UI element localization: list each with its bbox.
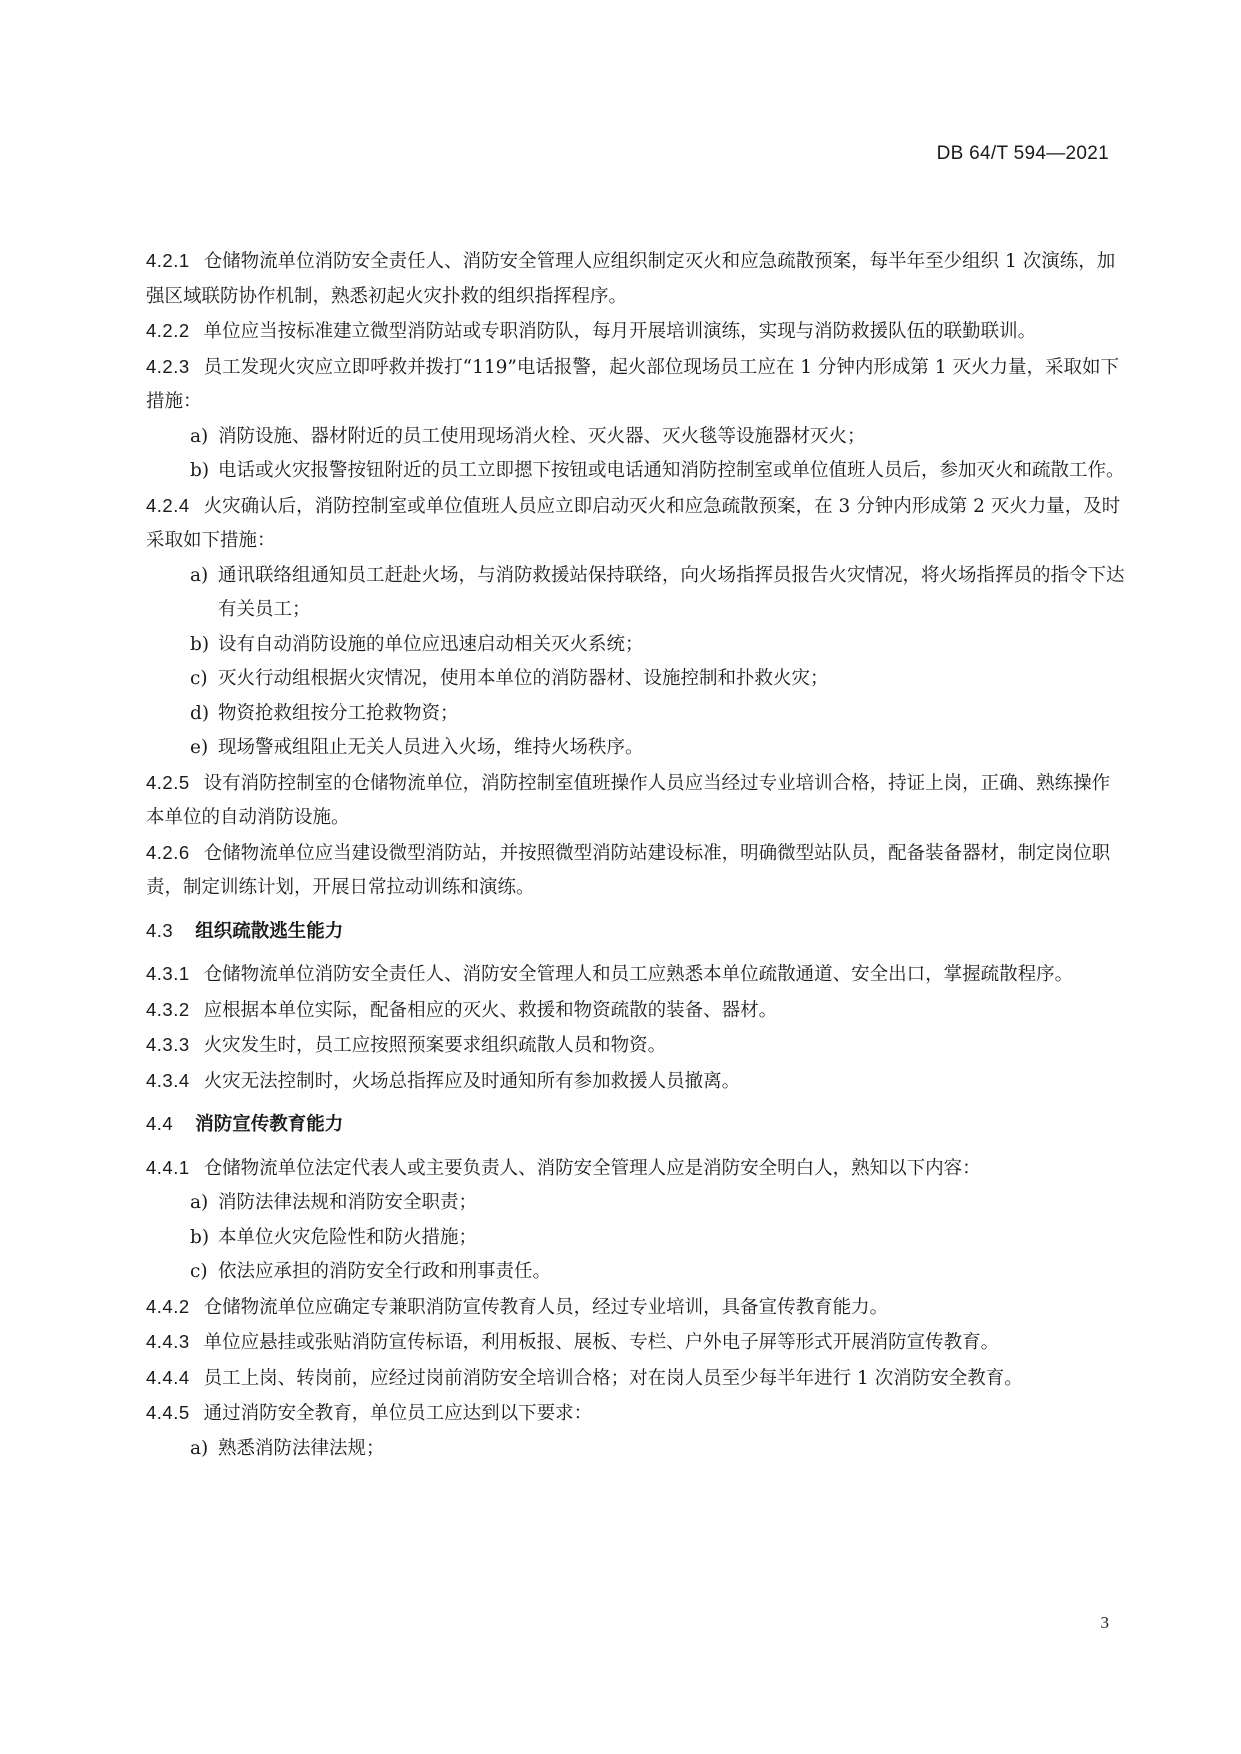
clause-number: 4.2.2 — [146, 320, 190, 341]
list-item — [146, 1255, 1126, 1290]
list-item-label: a) — [190, 564, 209, 586]
clause-number: 4.2.1 — [146, 250, 190, 271]
page-number: 3 — [1100, 1613, 1109, 1632]
list-item-text: 通讯联络组通知员工赶赴火场，与消防救援站保持联络，向火场指挥员报告火灾情况，将火场指挥员的指令下达有关员工； — [218, 564, 1125, 620]
clause-number: 4.3.1 — [146, 963, 190, 984]
section-number: 4.3 — [146, 919, 174, 941]
clause-text: 单位应当按标准建立微型消防站或专职消防队，每月开展培训演练，实现与消防救援队伍的联勤联训。 — [203, 321, 1037, 342]
clause-number: 4.2.3 — [146, 355, 190, 377]
list-item — [146, 420, 1126, 455]
clause-4-2-5 — [146, 766, 1126, 836]
list-item-label: a) — [190, 1437, 209, 1459]
clause-text: 员工上岗、转岗前，应经过岗前消防安全培训合格；对在岗人员至少每半年进行 1 次消防安全教育。 — [203, 1367, 1023, 1389]
list-item-text: 本单位火灾危险性和防火措施； — [218, 1226, 478, 1248]
clause-number: 4.4.2 — [146, 1295, 190, 1317]
document-body — [146, 244, 1126, 1466]
list-item — [146, 1432, 1126, 1467]
list-item-text: 灭火行动组根据火灾情况，使用本单位的消防器材、设施控制和扑救火灾； — [218, 668, 829, 689]
clause-text: 员工发现火灾应立即呼救并拨打“119”电话报警，起火部位现场员工应在 1 分钟内形成第 1 灭火力量，采取如下措施： — [146, 356, 1119, 412]
clause-4-2-2 — [146, 314, 1126, 350]
list-item-text: 设有自动消防设施的单位应迅速启动相关灭火系统； — [218, 633, 644, 655]
clause-text: 火灾确认后，消防控制室或单位值班人员应立即启动灭火和应急疏散预案，在 3 分钟内形成第 2 灭火力量，及时采取如下措施： — [146, 495, 1121, 551]
clause-text: 仓储物流单位消防安全责任人、消防安全管理人和员工应熟悉本单位疏散通道、安全出口，掌握疏散程序。 — [203, 964, 1074, 985]
section-title: 组织疏散逃生能力 — [195, 920, 344, 942]
standard-code-header: DB 64/T 594—2021 — [936, 143, 1109, 164]
list-item-text: 消防设施、器材附近的员工使用现场消火栓、灭火器、灭火毯等设施器材灭火； — [218, 425, 866, 447]
list-item — [146, 628, 1126, 663]
clause-text: 仓储物流单位消防安全责任人、消防安全管理人应组织制定灭火和应急疏散预案，每半年至少组织 1 次演练，加强区域联防协作机制，熟悉初起火灾扑救的组织指挥程序。 — [146, 251, 1116, 307]
list-item-label: b) — [190, 1226, 210, 1248]
clause-number: 4.4.4 — [146, 1366, 190, 1388]
clause-4-3-1 — [146, 957, 1126, 993]
list-item — [146, 731, 1126, 766]
clause-number: 4.4.1 — [146, 1156, 190, 1178]
list-item-label: b) — [190, 633, 210, 655]
list-item — [146, 697, 1126, 732]
clause-4-2-6 — [146, 836, 1126, 906]
clause-number: 4.4.3 — [146, 1331, 190, 1352]
list-item-label: a) — [190, 425, 209, 447]
clause-text: 通过消防安全教育，单位员工应达到以下要求： — [203, 1403, 593, 1424]
clause-text: 应根据本单位实际，配备相应的灭火、救援和物资疏散的装备、器材。 — [203, 999, 778, 1021]
list-item-text: 电话或火灾报警按钮附近的员工立即摁下按钮或电话通知消防控制室或单位值班人员后，参加灭火和疏散工作。 — [218, 460, 1125, 481]
clause-number: 4.2.5 — [146, 771, 190, 793]
section-heading-4-4 — [146, 1107, 1126, 1143]
list-item-text: 物资抢救组按分工抢救物资； — [218, 702, 459, 724]
list-item-label: d) — [190, 702, 210, 724]
list-item-label: c) — [190, 668, 208, 689]
clause-number: 4.2.6 — [146, 841, 190, 863]
list-item — [146, 662, 1126, 697]
list-item-text: 消防法律法规和消防安全职责； — [218, 1192, 478, 1213]
list-item-label: b) — [190, 460, 210, 481]
clause-4-2-3 — [146, 350, 1126, 420]
clause-text: 仓储物流单位应当建设微型消防站，并按照微型消防站建设标准，明确微型站队员，配备装备器材，制定岗位职责，制定训练计划，开展日常拉动训练和演练。 — [146, 842, 1111, 898]
clause-4-3-3 — [146, 1028, 1126, 1064]
clause-text: 仓储物流单位法定代表人或主要负责人、消防安全管理人应是消防安全明白人，熟知以下内容： — [203, 1157, 981, 1179]
clause-text: 火灾无法控制时，火场总指挥应及时通知所有参加救援人员撤离。 — [203, 1070, 741, 1092]
clause-4-4-4 — [146, 1361, 1126, 1397]
clause-number: 4.2.4 — [146, 494, 190, 516]
list-item — [146, 1221, 1126, 1256]
clause-4-4-5 — [146, 1396, 1126, 1432]
list-item-text: 熟悉消防法律法规； — [218, 1437, 385, 1459]
list-item — [146, 454, 1126, 489]
list-item-text: 依法应承担的消防安全行政和刑事责任。 — [218, 1261, 552, 1282]
section-title: 消防宣传教育能力 — [195, 1114, 344, 1135]
clause-4-4-1 — [146, 1151, 1126, 1187]
list-item — [146, 1186, 1126, 1221]
clause-number: 4.3.3 — [146, 1034, 190, 1055]
clause-4-4-2 — [146, 1290, 1126, 1326]
list-item-label: c) — [190, 1261, 208, 1282]
clause-text: 单位应悬挂或张贴消防宣传标语，利用板报、展板、专栏、户外电子屏等形式开展消防宣传教育。 — [203, 1332, 1000, 1353]
clause-text: 仓储物流单位应确定专兼职消防宣传教育人员，经过专业培训，具备宣传教育能力。 — [203, 1296, 889, 1318]
clause-text: 设有消防控制室的仓储物流单位，消防控制室值班操作人员应当经过专业培训合格，持证上岗，正确、熟练操作本单位的自动消防设施。 — [146, 772, 1111, 828]
clause-4-4-3 — [146, 1325, 1126, 1361]
list-item-text: 现场警戒组阻止无关人员进入火场，维持火场秩序。 — [218, 737, 644, 758]
section-number: 4.4 — [146, 1113, 174, 1134]
clause-4-3-2 — [146, 993, 1126, 1029]
section-heading-4-3 — [146, 914, 1126, 950]
clause-number: 4.4.5 — [146, 1402, 190, 1423]
clause-number: 4.3.4 — [146, 1069, 190, 1091]
clause-text: 火灾发生时，员工应按照预案要求组织疏散人员和物资。 — [203, 1035, 667, 1056]
clause-4-2-1 — [146, 244, 1126, 314]
list-item — [146, 559, 1126, 628]
list-item-label: a) — [190, 1192, 209, 1213]
clause-4-3-4 — [146, 1064, 1126, 1100]
list-item-label: e) — [190, 737, 209, 758]
clause-number: 4.3.2 — [146, 998, 190, 1020]
clause-4-2-4 — [146, 489, 1126, 559]
